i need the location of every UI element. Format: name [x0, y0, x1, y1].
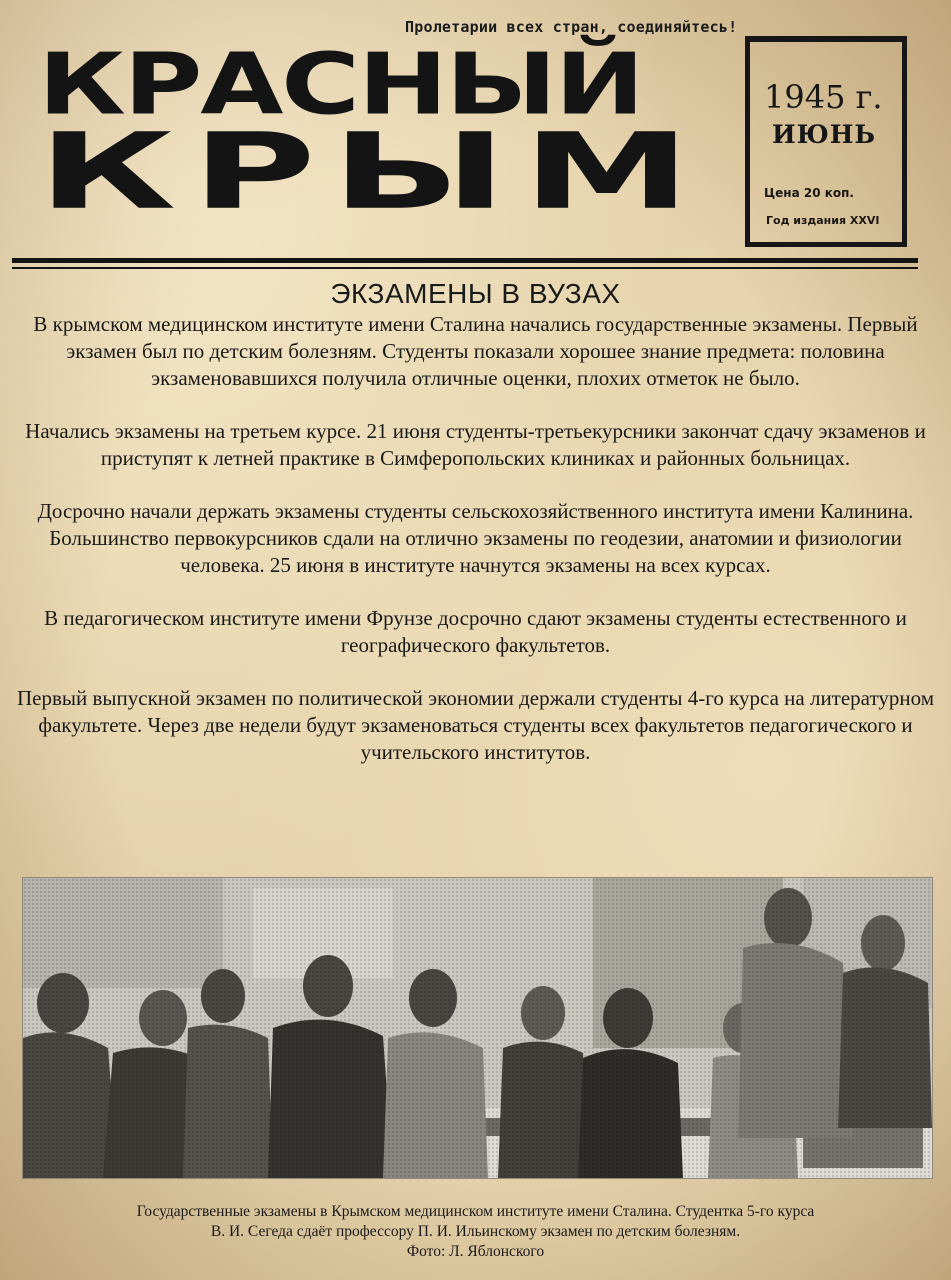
caption-line: Государственные экзамены в Крымском медицинском институте имени Сталина. Студентка 5-го курса	[136, 1203, 815, 1220]
issue-price: Цена 20 коп.	[764, 186, 854, 200]
article-paragraph: В крымском медицинском институте имени Сталина начались государственные экзамены. Первый экзамен был по детским болезням. Студенты показали хорошее знание предмета: половина экзаменовавшихся получила отличные оценки, плохих отметок не было.	[33, 312, 918, 390]
article-body	[14, 311, 937, 792]
article-paragraph: Досрочно начали держать экзамены студенты сельскохозяйственного института имени Калинина. Большинство первокурсников сдали на отлично экзамены по геодезии, анатомии и физиологии человека. 25 июня в институте начнутся экзамены на всех курсах.	[37, 499, 914, 577]
newspaper-title-line1: КРАСНЫЙ	[38, 34, 643, 134]
masthead	[0, 0, 951, 270]
issue-month: ИЮНЬ	[772, 120, 877, 149]
photo-caption	[10, 1202, 941, 1262]
issue-year: 1945 г.	[764, 78, 883, 116]
article-paragraph: Первый выпускной экзамен по политической экономии держали студенты 4-го курса на литературном факультете. Через две недели будут экзаменоваться студенты всех факультетов педагогического и учительского институтов.	[17, 686, 934, 764]
exam-photo	[22, 877, 933, 1179]
photo-credit: Фото: Л. Яблонского	[406, 1243, 545, 1260]
masthead-slogan: Пролетарии всех стран, соединяйтесь!	[405, 18, 738, 36]
article-title: ЭКЗАМЕНЫ В ВУЗАХ	[330, 278, 621, 309]
article-paragraph: Начались экзамены на третьем курсе. 21 июня студенты-третьекурсники закончат сдачу экзаменов и приступят к летней практике в Симферопольских клиниках и районных больницах.	[25, 419, 926, 470]
year-of-issue: Год издания XXVI	[766, 214, 880, 227]
masthead-rule-thin	[12, 267, 918, 269]
caption-line: В. И. Сегеда сдаёт профессору П. И. Ильинскому экзамен по детским болезням.	[210, 1223, 741, 1240]
article-paragraph: В педагогическом институте имени Фрунзе досрочно сдают экзамены студенты естественного и географического факультетов.	[44, 606, 907, 657]
masthead-rule-thick	[12, 258, 918, 263]
issue-date-box	[745, 36, 907, 247]
newspaper-title-line2: КРЫМ	[38, 110, 707, 234]
photo-illustration	[23, 878, 932, 1178]
